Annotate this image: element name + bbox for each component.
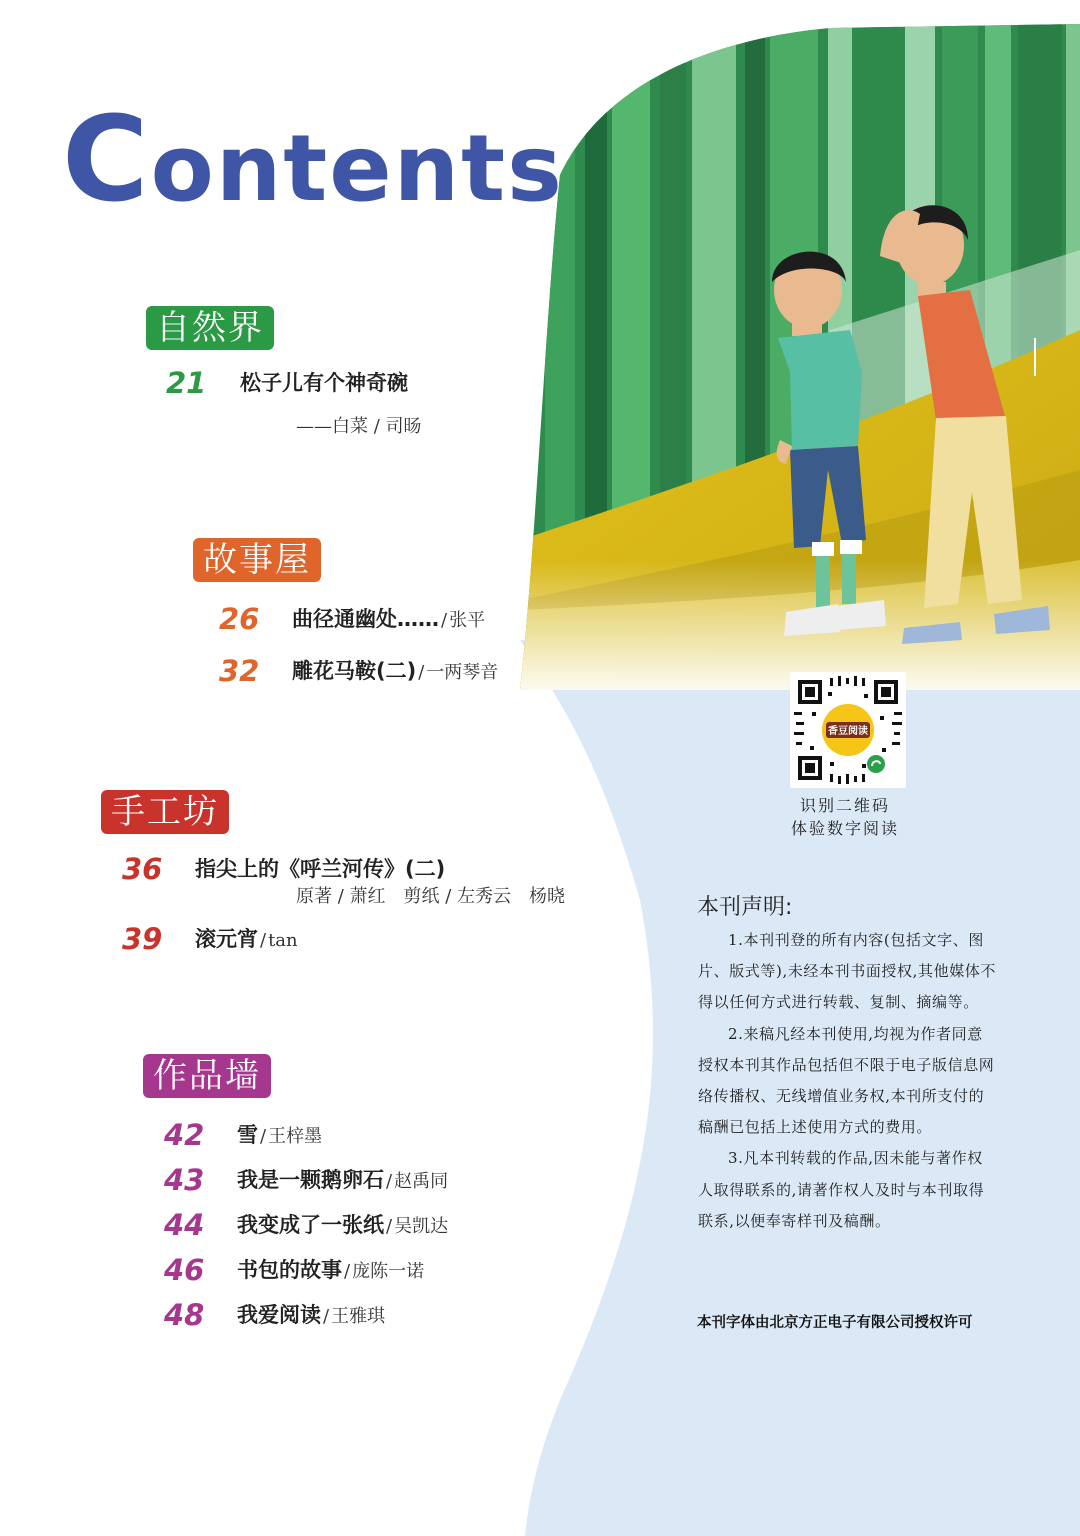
entry-title: 指尖上的《呼兰河传》(二)	[195, 857, 446, 881]
page-number: 21	[166, 366, 207, 400]
toc-entry[interactable]: 雪 / 王梓墨	[237, 1123, 323, 1147]
notice-body	[698, 925, 998, 1237]
page-number: 26	[219, 602, 260, 636]
page-number: 44	[164, 1208, 205, 1242]
entry-title: 松子儿有个神奇碗	[240, 371, 408, 395]
entry-author: 赵禹同	[394, 1171, 449, 1192]
entry-title: 我变成了一张纸	[237, 1213, 384, 1237]
entry-author: 王梓墨	[268, 1126, 323, 1147]
notice-paragraph: 3.凡本刊转载的作品,因未能与著作权人取得联系的,请著作权人及时与本刊取得联系,以便奉寄样刊及稿酬。	[698, 1149, 985, 1230]
section-tag-works: 作品墙	[143, 1054, 271, 1098]
entry-author: 张平	[449, 610, 486, 631]
toc-entry[interactable]	[195, 852, 445, 888]
toc-entry[interactable]: 我是一颗鹅卵石 / 赵禹同	[237, 1168, 449, 1192]
page-number: 39	[122, 922, 163, 956]
entry-title: 我是一颗鹅卵石	[237, 1168, 384, 1192]
entry-title: 滚元宵	[195, 927, 258, 951]
entry-byline: ——白菜 / 司旸	[296, 416, 422, 437]
entry-title: 书包的故事	[237, 1258, 342, 1282]
toc-entry[interactable]: 我变成了一张纸 / 吴凯达	[237, 1213, 449, 1237]
toc-entry[interactable]: 书包的故事 / 庞陈一诺	[237, 1258, 425, 1282]
qr-code[interactable]	[790, 672, 906, 788]
entry-title: 曲径通幽处……	[292, 607, 439, 631]
page-number: 42	[164, 1118, 205, 1152]
entry-title: 我爱阅读	[237, 1303, 321, 1327]
section-tag-nature: 自然界	[146, 306, 274, 350]
entry-author: 吴凯达	[394, 1216, 449, 1237]
toc-entry[interactable]	[240, 366, 408, 402]
entry-author: 庞陈一诺	[352, 1261, 425, 1282]
entry-author: 一两琴音	[426, 662, 499, 683]
entry-byline: 原著 / 萧红 剪纸 / 左秀云 杨晓	[296, 886, 566, 907]
notice-paragraph: 2.来稿凡经本刊使用,均视为作者同意授权本刊其作品包括但不限于电子版信息网络传播权、无线增值业务权,本刊所支付的稿酬已包括上述使用方式的费用。	[698, 1024, 995, 1137]
entry-author: 王雅琪	[331, 1306, 386, 1327]
section-tag-story: 故事屋	[193, 538, 321, 582]
page-number: 32	[219, 654, 260, 688]
toc-entry[interactable]: 雕花马鞍(二) / 一两琴音	[292, 659, 499, 683]
page-number: 46	[164, 1253, 205, 1287]
entry-title: 雕花马鞍(二)	[292, 659, 417, 683]
toc-entry[interactable]: 曲径通幽处…… / 张平	[292, 607, 486, 631]
page-number: 48	[164, 1298, 205, 1332]
entry-title: 雪	[237, 1123, 258, 1147]
page-number: 36	[122, 852, 163, 886]
qr-caption: 识别二维码 体验数字阅读	[790, 796, 899, 838]
page-number: 43	[164, 1163, 205, 1197]
notice-paragraph: 1.本刊刊登的所有内容(包括文字、图片、版式等),未经本刊书面授权,其他媒体不得以任何方式进行转载、复制、摘编等。	[698, 931, 996, 1012]
contents-heading: Contents	[62, 90, 564, 228]
toc-entry[interactable]: 滚元宵 / tan	[195, 927, 298, 951]
qr-code-icon	[790, 672, 906, 788]
entry-author: tan	[268, 930, 298, 951]
font-license-note: 本刊字体由北京方正电子有限公司授权许可	[697, 1315, 973, 1331]
svg-text:香豆阅读: 香豆阅读	[828, 726, 868, 737]
section-tag-craft: 手工坊	[101, 790, 229, 834]
toc-entry[interactable]: 我爱阅读 / 王雅琪	[237, 1303, 386, 1327]
notice-title: 本刊声明:	[697, 895, 793, 920]
